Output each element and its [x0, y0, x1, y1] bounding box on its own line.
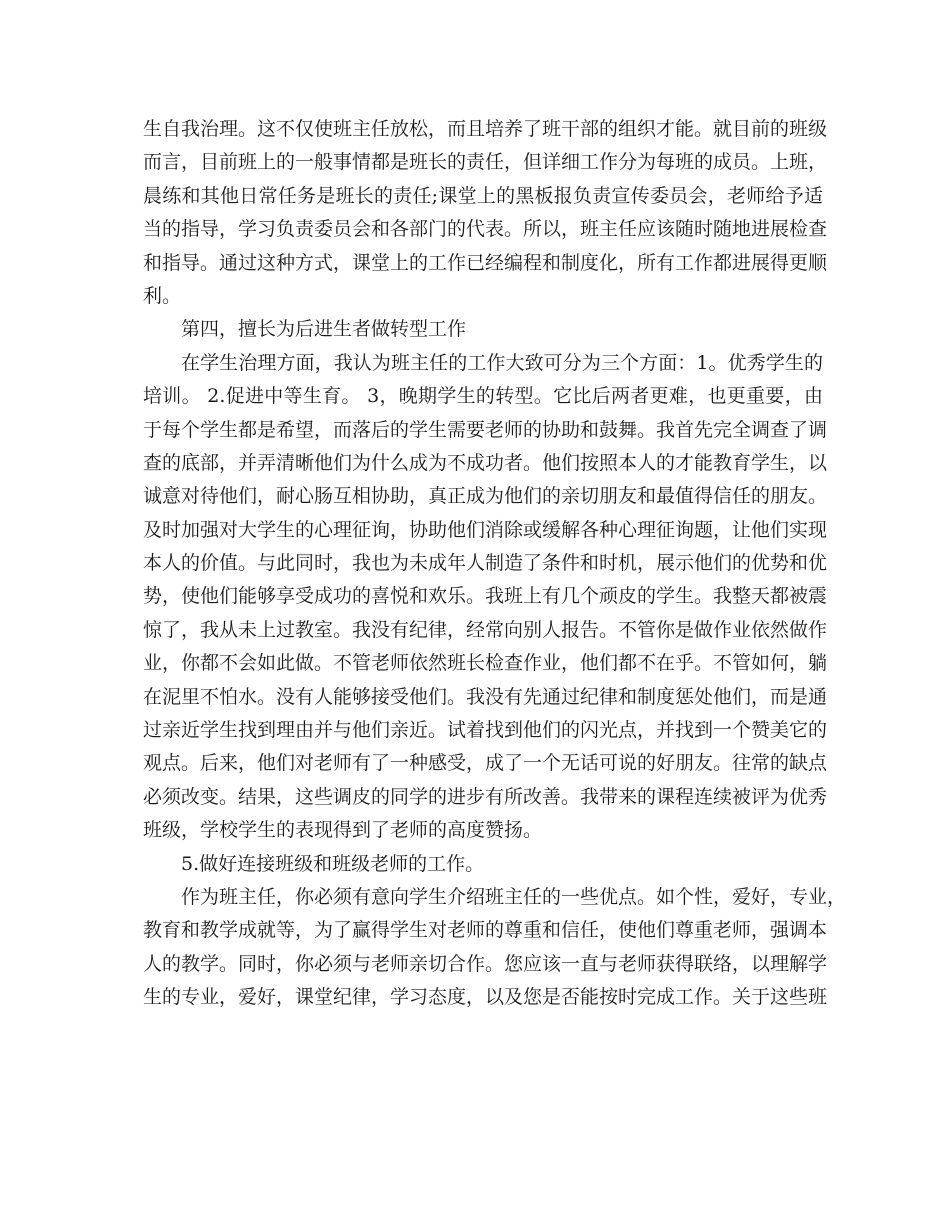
text-line: 生自我治理。这不仅使班主任放松，而且培养了班干部的组织才能。就目前的班级 [143, 118, 828, 140]
text-line: 过亲近学生找到理由并与他们亲近。试着找到他们的闪光点，并找到一个赞美它的 [143, 719, 828, 742]
text-line: 晨练和其他日常任务是班长的责任;课堂上的黑板报负责宣传委员会，老师给予适 [143, 184, 823, 207]
text-line: 于每个学生都是希望，而落后的学生需要老师的协助和鼓舞。我首先完全调查了调 [143, 418, 828, 441]
text-line: 查的底部，并弄清晰他们为什么成为不成功者。他们按照本人的才能教育学生，以 [143, 451, 828, 474]
text-line: 及时加强对大学生的心理征询，协助他们消除或缓解各种心理征询题，让他们实现 [143, 518, 828, 541]
document-body [143, 113, 847, 1015]
text-line: 利。 [143, 284, 182, 307]
text-line: 教育和教学成就等，为了赢得学生对老师的尊重和信任，使他们尊重老师，强调本 [143, 919, 828, 942]
text-line: 和指导。通过这种方式，课堂上的工作已经编程和制度化，所有工作都进展得更顺 [143, 251, 828, 274]
text-line: 在泥里不怕水。没有人能够接受他们。我没有先通过纪律和制度惩处他们，而是通 [143, 685, 828, 708]
text-line: 当的指导，学习负责委员会和各部门的代表。所以，班主任应该随时随地进展检查 [143, 218, 828, 241]
text-line: 惊了，我从未上过教室。我没有纪律，经常向别人报告。不管你是做作业依然做作 [143, 618, 828, 641]
text-line: 5.做好连接班级和班级老师的工作。 [181, 852, 485, 875]
text-line: 生的专业，爱好，课堂纪律，学习态度，以及您是否能按时完成工作。关于这些班 [143, 986, 828, 1009]
text-line: 作为班主任，你必须有意向学生介绍班主任的一些优点。如个性，爱好，专业， [181, 885, 847, 908]
text-line: 而言，目前班上的一般事情都是班长的责任，但详细工作分为每班的成员。上班， [143, 151, 828, 174]
text-line: 第四，擅长为后进生者做转型工作 [181, 318, 467, 341]
text-line: 势，使他们能够享受成功的喜悦和欢乐。我班上有几个顽皮的学生。我整天都被震 [143, 585, 828, 608]
text-line: 班级，学校学生的表现得到了老师的高度赞扬。 [143, 819, 543, 842]
text-line: 人的教学。同时，你必须与老师亲切合作。您应该一直与老师获得联络，以理解学 [143, 952, 828, 975]
text-line: 诚意对待他们，耐心肠互相协助，真正成为他们的亲切朋友和最值得信任的朋友。 [143, 485, 828, 508]
text-line: 业，你都不会如此做。不管老师依然班长检查作业，他们都不在乎。不管如何，躺 [143, 652, 828, 675]
text-line: 观点。后来，他们对老师有了一种感受，成了一个无话可说的好朋友。往常的缺点 [143, 752, 828, 775]
text-line: 本人的价值。与此同时，我也为未成年人制造了条件和时机，展示他们的优势和优 [143, 552, 828, 575]
text-line: 在学生治理方面，我认为班主任的工作大致可分为三个方面：1。优秀学生的 [181, 351, 823, 374]
text-line: 必须改变。结果，这些调皮的同学的进步有所改善。我带来的课程连续被评为优秀 [143, 785, 828, 808]
text-line: 培训。 2.促进中等生育。 3，晚期学生的转型。它比后两者更难，也更重要，由 [143, 385, 823, 408]
